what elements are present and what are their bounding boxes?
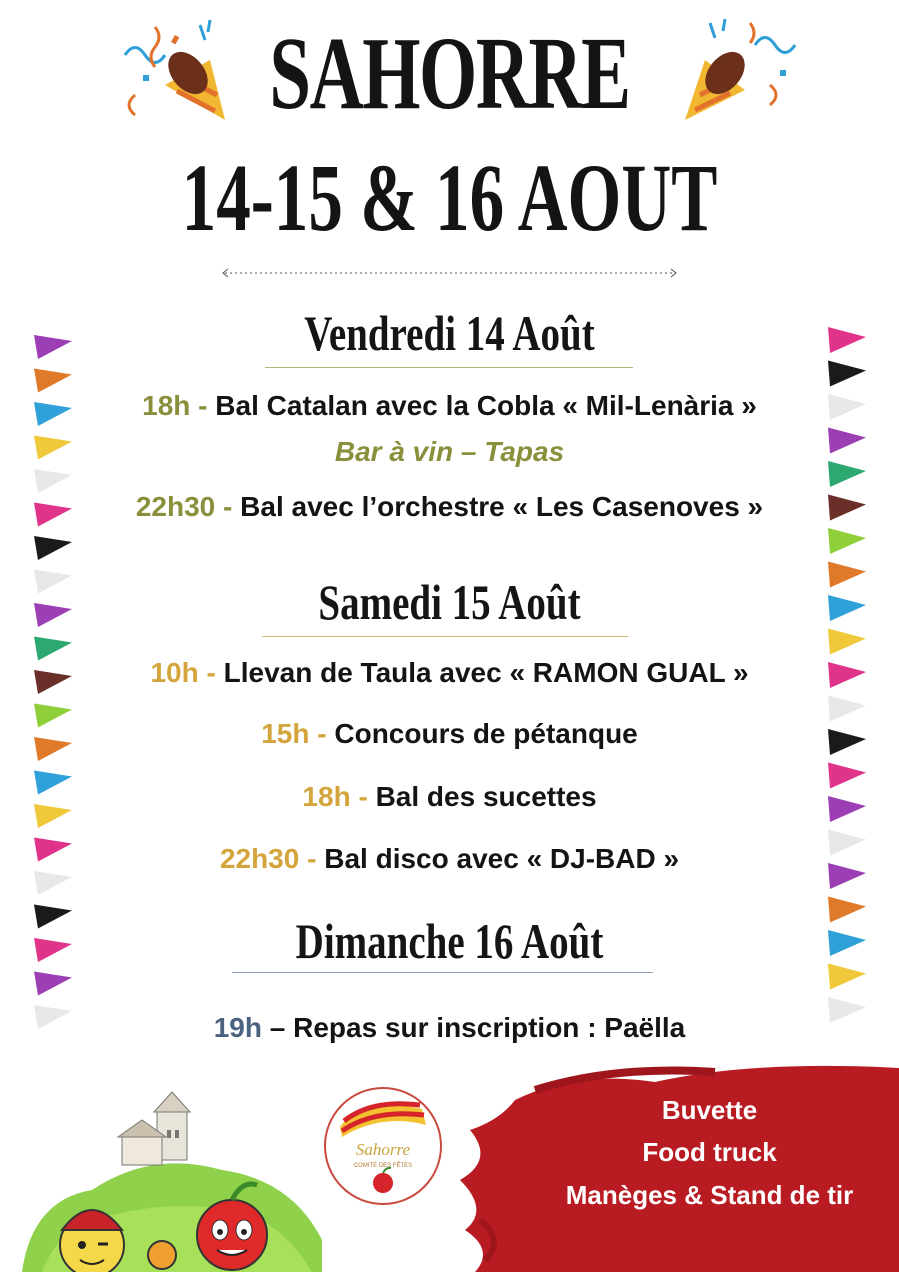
flag-left (34, 570, 72, 594)
flag-right (828, 964, 866, 990)
flag-left (34, 871, 72, 895)
svg-text:COMITÉ DES FÊTES: COMITÉ DES FÊTES (353, 1163, 413, 1169)
extra-food-truck: Food truck (642, 1137, 777, 1167)
flag-right (828, 327, 866, 353)
flag-left (34, 905, 72, 929)
event-dates: 14-15 & 16 AOUT (181, 144, 718, 251)
flag-right (828, 528, 866, 554)
event-item: 10h - Llevan de Taula avec « RAMON GUAL » (150, 657, 749, 688)
flag-right (828, 930, 866, 956)
event-item: 22h30 - Bal avec l’orchestre « Les Casenoves » (135, 491, 764, 522)
flag-right (828, 595, 866, 621)
day-heading-friday: Vendredi 14 Août (304, 305, 595, 361)
flag-left (34, 469, 72, 493)
day-rule-friday (265, 367, 633, 368)
extra-maneges-stand: Manèges & Stand de tir (565, 1180, 854, 1210)
day-heading-sunday: Dimanche 16 Août (295, 913, 604, 969)
event-item: 18h - Bal des sucettes (302, 781, 597, 812)
flag-left (34, 369, 72, 393)
village-mascot-illustration (22, 1090, 322, 1272)
dotted-divider (222, 268, 677, 278)
flag-left (34, 603, 72, 627)
event-item: 19h – Repas sur inscription : Paëlla (213, 1012, 686, 1043)
flag-right (828, 897, 866, 923)
flag-left (34, 335, 72, 359)
flag-left (34, 938, 72, 962)
day-rule-saturday (262, 636, 628, 637)
flag-right (828, 629, 866, 655)
event-item: Bar à vin – Tapas (334, 436, 565, 467)
flag-left (34, 972, 72, 996)
event-item: 22h30 - Bal disco avec « DJ-BAD » (219, 843, 680, 874)
event-title: SAHORRE (269, 16, 630, 131)
day-heading-saturday: Samedi 15 Août (318, 574, 581, 630)
event-item: 15h - Concours de pétanque (261, 718, 638, 749)
flag-right (828, 562, 866, 588)
event-item: 18h - Bal Catalan avec la Cobla « Mil-Lenària » (142, 390, 757, 421)
flag-left (34, 536, 72, 560)
day-rule-sunday (232, 972, 653, 973)
comite-des-fetes-logo (322, 1085, 444, 1207)
extra-buvette: Buvette (661, 1095, 758, 1125)
flag-right (828, 361, 866, 387)
flag-left (34, 637, 72, 661)
svg-text:Sahorre: Sahorre (355, 1140, 411, 1159)
flag-right (828, 696, 866, 722)
